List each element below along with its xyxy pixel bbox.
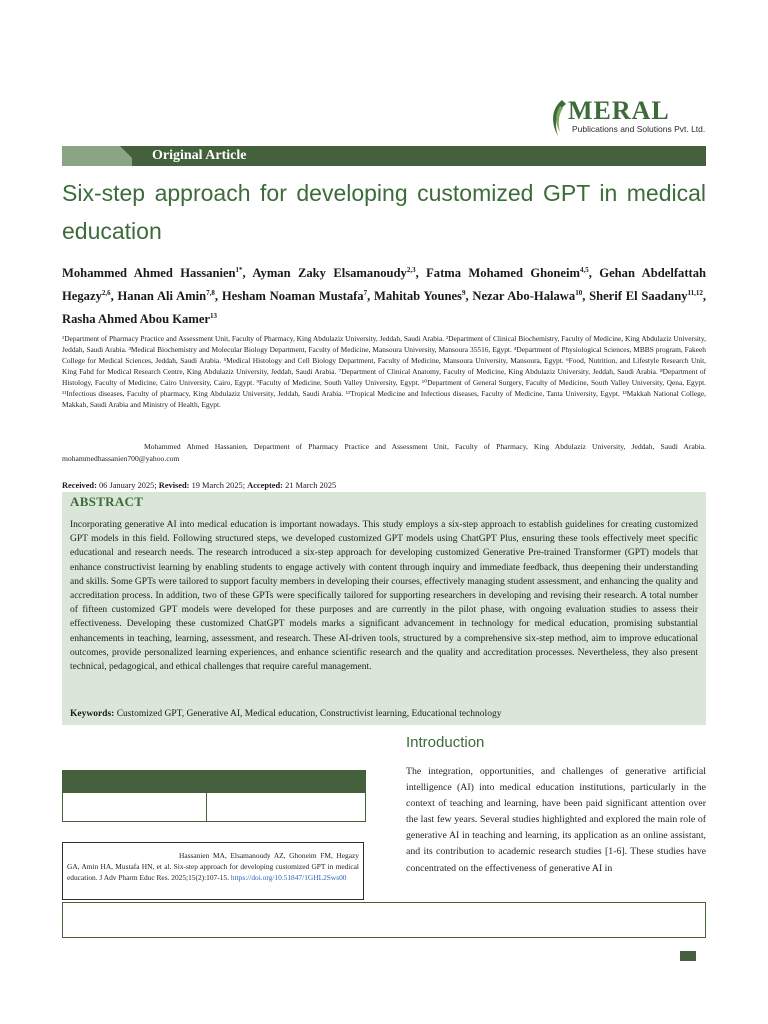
citation-box <box>62 842 364 900</box>
author-name: Mohammed Ahmed Hassanien <box>62 266 236 281</box>
author-name: Sherif El Saadany <box>589 289 688 304</box>
author-affiliation-marker: 2,3 <box>406 266 416 274</box>
abstract-heading: ABSTRACT <box>70 494 144 509</box>
doi-link[interactable]: https://doi.org/10.51847/1GHL2Sws00 <box>230 873 347 883</box>
revised-date: 19 March 2025; <box>191 481 246 490</box>
accepted-label: Accepted: <box>247 481 283 490</box>
abstract-text: Incorporating generative AI into medical education is important nowadays. This study employs a six-step approach to establish guidelines for creating customized GPT models in this field. Following structured steps, we developed customized GPT models using ChatGPT Plus, ensuring these tools effectively meet specific educational and research needs. The research introduced a six-step approach for developing customized Generative Pre-trained Transformer (GPT) models that enhance constructivist learning by enabling students to engage actively with content through inquiry and immediate feedback, thus deepening their understanding and skills. Some GPTs were tailored to support faculty members in developing their courses, effectively managing student assessment, and enhancing the quality and accreditation process. In addition, two of these GPTs were specifically tailored for supporting researchers in developing and revising their research. A total number of fifteen customized GPT models were developed for these purposes and are currently in the pilot phase, with ongoing evaluation studies to assess their effectiveness. Developing these customized ChatGPT models marks a significant advancement in technology for medical education, promising substantial enhancements in teaching, learning, assessment, and research. These AI-driven tools, structured by a comprehensive six-step method, aim to improve educational outcomes, provide personalized learning experiences, and enhance scientific research and the quality and accreditation processes. Nevertheless, they also present technical, pedagogical, and ethical challenges that require careful management. <box>70 520 698 673</box>
author-list: Mohammed Ahmed Hassanien$^{1*}$, Ayman Zaky Elsamanoudy$^{2,3}$, Fatma Mohamed Ghoneim$^{4,5}$, Gehan Abdelfattah Hegazy$^{2,6}$, Hanan Ali Amin$^{7,8}$, Hesham Noaman Mustafa$^7$, Mahitab Younes$^9$, Nezar Abo-Halawa$^{10}$, Sherif El Saadany$^{11,12}$, Rasha Ahmed Abou Kamer$^{13}$ <box>62 266 707 327</box>
article-title: Six-step approach for developing customized GPT in medical education <box>62 180 706 244</box>
revised-label: Revised: <box>158 481 190 490</box>
author-name: Ayman Zaky Elsamanoudy <box>252 266 407 281</box>
logo-swoosh-icon <box>548 98 568 138</box>
author-name: Rasha Ahmed Abou Kamer <box>62 312 210 327</box>
author-affiliation-marker: 2,6 <box>101 289 111 298</box>
author-affiliation-marker: 7,8 <box>206 289 215 298</box>
author-name: Nezar Abo-Halawa <box>472 289 576 304</box>
affiliations: ¹Department of Pharmacy Practice and Assessment Unit, Faculty of Pharmacy, King Abdulaziz University, Jeddah, Saudi Arabia. ²Department of Clinical Biochemistry, Faculty of Medicine, King Abdulaziz University, Jeddah, Saudi Arabia. ³Medical Biochemistry and Molecular Biology Department, Faculty of Medicine, Mansoura University, Mansoura 35516, Egypt. ⁴Department of Physiological Sciences, MBBS program, Fakeeh College for Medical Sciences, Jeddah, Saudi Arabia. ⁵Medical Histology and Cell Biology Department, Faculty of Medicine, Mansoura University, Mansoura, Egypt. ⁶Food, Nutrition, and Lifestyle Research Unit, King Fahd for Medical Research Centre, King Abdulaziz University, Jeddah, Saudi Arabia. ⁷Department of Clinical Anatomy, Faculty of Medicine, King Abdulaziz University, Jeddah, Saudi Arabia. ⁸Department of Histology, Faculty of Medicine, Cairo University, Cairo, Egypt. ⁹Faculty of Medicine, South Valley University, Egypt. ¹⁰Department of General Surgery, Faculty of Medicine, South Valley University, Qena, Egypt. ¹¹Infectious diseases, Faculty of pharmacy, King Abdulaziz University, Jeddah, Saudi Arabia. ¹²Tropical Medicine and Infectious diseases, Faculty of Medicine, Tanta University, Egypt. ¹³Makkah National College, Makkah, Saudi Arabia and Ministry of Health, Egypt. <box>62 334 706 409</box>
author-affiliation-marker: 1* <box>235 266 243 274</box>
introduction-heading: Introduction <box>406 734 485 751</box>
access-info-table <box>62 770 366 822</box>
received-label: Received: <box>62 481 97 490</box>
author-affiliation-marker: 10 <box>575 289 583 298</box>
author-affiliation-marker: 11,12 <box>687 289 703 298</box>
keywords-label: Keywords: <box>70 709 115 719</box>
author-affiliation-marker: 9 <box>461 289 466 298</box>
author-name: Mahitab Younes <box>374 289 462 304</box>
citation-text: Hassanien MA, Elsamanoudy AZ, Ghoneim FM, Hegazy GA, Amin HA, Mustafa HN, et al. Six-step approach for developing customized GPT in medical education. J Adv Pharm Educ Res. 2025;15(2):107-15. <box>67 851 359 883</box>
accepted-date: 21 March 2025 <box>285 481 337 490</box>
abstract-box <box>62 492 706 725</box>
citation-text-block <box>67 850 359 884</box>
logo-subtitle: Publications and Solutions Pvt. Ltd. <box>572 124 706 134</box>
author-name: Hesham Noaman Mustafa <box>221 289 364 304</box>
correspondence: Mohammed Ahmed Hassanien, Department of Pharmacy Practice and Assessment Unit, Faculty of Pharmacy, King Abdulaziz University, Jeddah, Saudi Arabia. mohammedhassanien700@yahoo.com <box>62 442 706 463</box>
access-info-table-header <box>63 771 365 793</box>
logo-wordmark: MERAL <box>568 96 670 125</box>
author-affiliation-marker: 4,5 <box>580 266 589 274</box>
author-affiliation-marker: 7 <box>363 289 368 298</box>
article-type-band-slant <box>120 146 140 166</box>
access-info-table-divider <box>206 793 207 821</box>
received-date: 06 January 2025; <box>98 481 157 490</box>
author-name: Gehan Abdelfattah Hegazy <box>62 266 707 304</box>
author-affiliation-marker: 13 <box>210 312 217 321</box>
author-name: Fatma Mohamed Ghoneim <box>426 266 581 281</box>
page-marker <box>680 951 696 961</box>
introduction-text: The integration, opportunities, and challenges of generative artificial intelligence (AI) into medical education institutions, particularly in the context of teaching and learning, have been paid significant attention over the last few years. Several studies highlighted and explored the main role of generative AI in teaching and learning, its application as an online assistant, and its contribution to academic research studies [1-6]. These studies have concentrated on the effectiveness of generative AI in <box>406 766 706 874</box>
keywords-list: Customized GPT, Generative AI, Medical education, Constructivist learning, Educational technology <box>116 709 502 719</box>
publisher-logo <box>548 96 708 140</box>
article-dates <box>62 480 706 492</box>
license-box <box>62 902 706 938</box>
article-type-label: Original Article <box>152 148 247 163</box>
keywords <box>70 708 698 721</box>
author-name: Hanan Ali Amin <box>117 289 207 304</box>
